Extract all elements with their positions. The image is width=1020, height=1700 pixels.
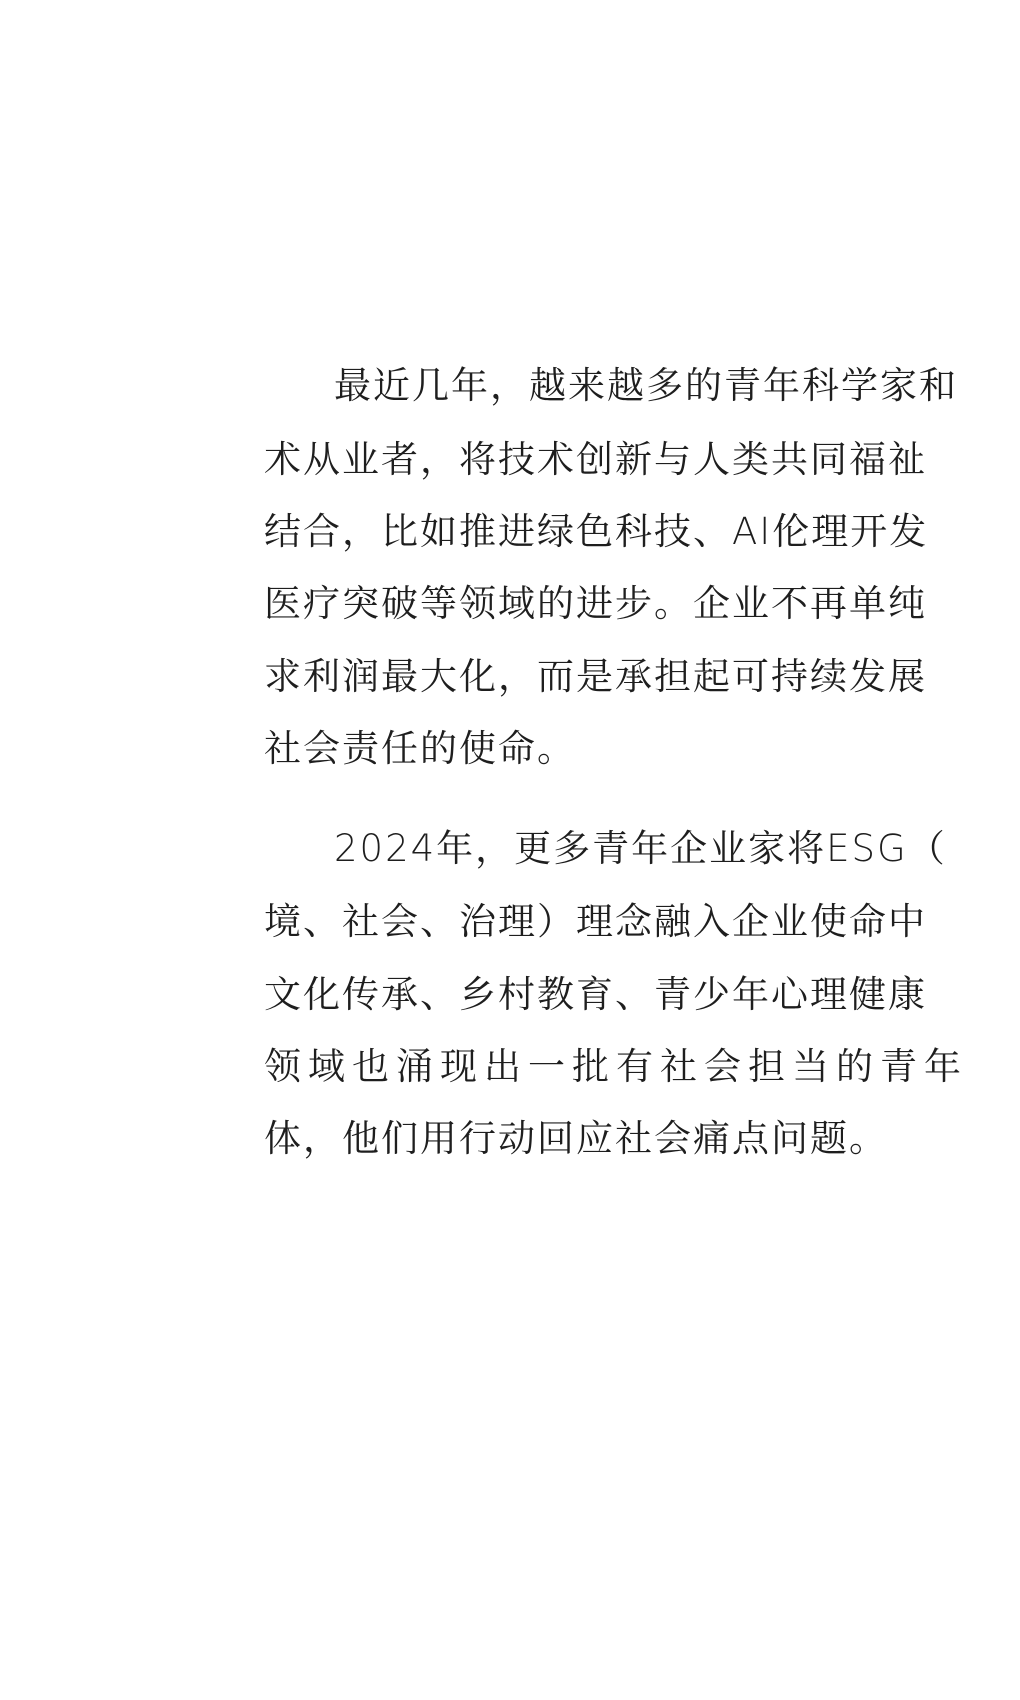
paragraph-2-line-5: 体，他们用行动回应社会痛点问题。 [264, 1117, 888, 1160]
paragraph-1-line-1: 最近几年，越来越多的青年科学家和 [334, 364, 958, 407]
paragraph-1-line-5: 求利润最大化，而是承担起可持续发展 [264, 655, 927, 698]
paragraph-1-line-4: 医疗突破等领域的进步。企业不再单纯 [264, 582, 927, 625]
paragraph-2-line-3: 文化传承、乡村教育、青少年心理健康 [264, 973, 927, 1016]
paragraph-2-line-2: 境、社会、治理）理念融入企业使命中 [264, 900, 927, 943]
article-body [264, 0, 1020, 1700]
paragraph-2-line-1: 2024年，更多青年企业家将ESG（ [334, 827, 947, 870]
paragraph-2-line-4: 领域也涌现出一批有社会担当的青年 [264, 1045, 968, 1088]
paragraph-1-line-2: 术从业者，将技术创新与人类共同福祉 [264, 438, 927, 481]
paragraph-1-line-3: 结合，比如推进绿色科技、AI伦理开发 [264, 510, 929, 553]
paragraph-1-line-6: 社会责任的使命。 [264, 727, 576, 770]
